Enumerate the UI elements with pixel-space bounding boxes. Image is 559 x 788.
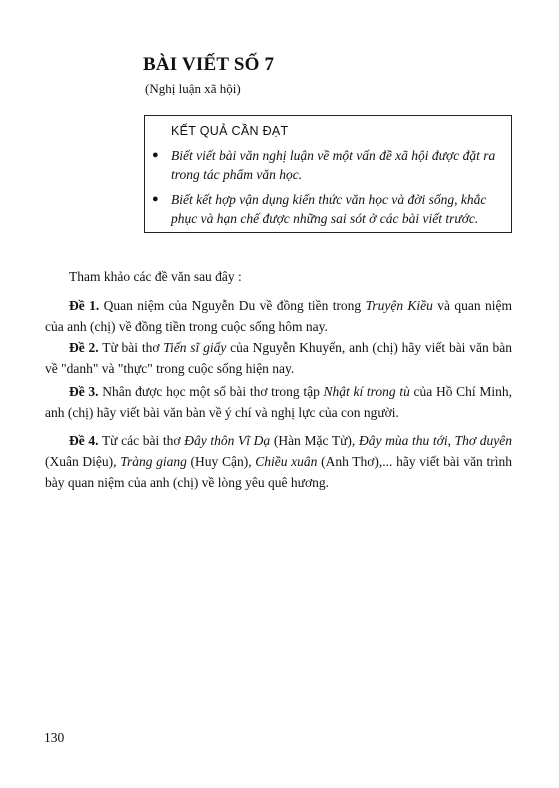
topic-2-paragraph [45, 337, 512, 379]
work-title: Tràng giang [120, 454, 187, 469]
bullet-icon: ● [152, 193, 159, 205]
topic-text: Nhân được học một số bài thơ trong tập [98, 384, 324, 399]
learning-outcome-text: Biết viết bài văn nghị luận về một vấn đề xã hội được đặt ra trong tác phẩm văn học. [171, 148, 496, 182]
topic-text: Từ bài thơ [98, 340, 164, 355]
work-title: Nhật kí trong tù [323, 384, 410, 399]
work-title: Đây thôn Vĩ Dạ [184, 433, 271, 448]
topic-3-paragraph [45, 381, 512, 423]
learning-outcome-item [152, 190, 503, 228]
topic-text: (Huy Cận), [186, 454, 256, 469]
work-title: Chiều xuân [255, 454, 318, 469]
topic-label: Đề 3. [69, 384, 99, 399]
topic-text: , [447, 433, 455, 448]
topic-label: Đề 4. [69, 433, 99, 448]
topic-text: và quan niệm của anh (chị) về đồng tiền trong cuộc sống hôm nay. [45, 298, 513, 334]
work-title: Truyện Kiều [365, 298, 433, 313]
learning-outcome-text: Biết kết hợp vận dụng kiến thức văn học và đời sống, khắc phục và hạn chế được những sai sót ở các bài viết trước. [171, 192, 487, 226]
page-number: 130 [44, 730, 65, 745]
topic-4-paragraph [45, 430, 512, 493]
topic-label: Đề 2. [69, 340, 99, 355]
topic-text: (Anh Thơ),... hãy viết bài văn trình bày quan niệm của anh (chị) về lòng yêu quê hương. [45, 454, 512, 490]
topic-text: của Nguyễn Khuyến, anh (chị) hãy viết bài văn bàn về "danh" và "thực" trong cuộc sống hiện nay. [45, 340, 512, 376]
learning-outcomes-box [144, 115, 512, 233]
page-subtitle: (Nghị luận xã hội) [145, 81, 241, 96]
learning-outcomes-heading: KẾT QUẢ CẦN ĐẠT [171, 124, 289, 138]
work-title: Đây mùa thu tới [358, 433, 448, 448]
work-title: Tiến sĩ giấy [163, 340, 227, 355]
topic-text: (Xuân Diệu), [45, 454, 121, 469]
intro-paragraph: Tham khảo các đề văn sau đây : [69, 269, 242, 284]
topic-text: (Hàn Mặc Tử), [270, 433, 359, 448]
topic-label: Đề 1. [69, 298, 100, 313]
learning-outcome-item [152, 146, 503, 184]
topic-text: Quan niệm của Nguyễn Du về đồng tiền trong [99, 298, 366, 313]
work-title: Thơ duyên [454, 433, 512, 448]
topic-1-paragraph [45, 295, 512, 337]
topic-text: Từ các bài thơ [98, 433, 185, 448]
topic-text: của Hồ Chí Minh, anh (chị) hãy viết bài văn bàn về ý chí và nghị lực của con người. [45, 384, 512, 420]
page-title: BÀI VIẾT SỐ 7 [143, 54, 275, 75]
bullet-icon: ● [152, 149, 159, 161]
